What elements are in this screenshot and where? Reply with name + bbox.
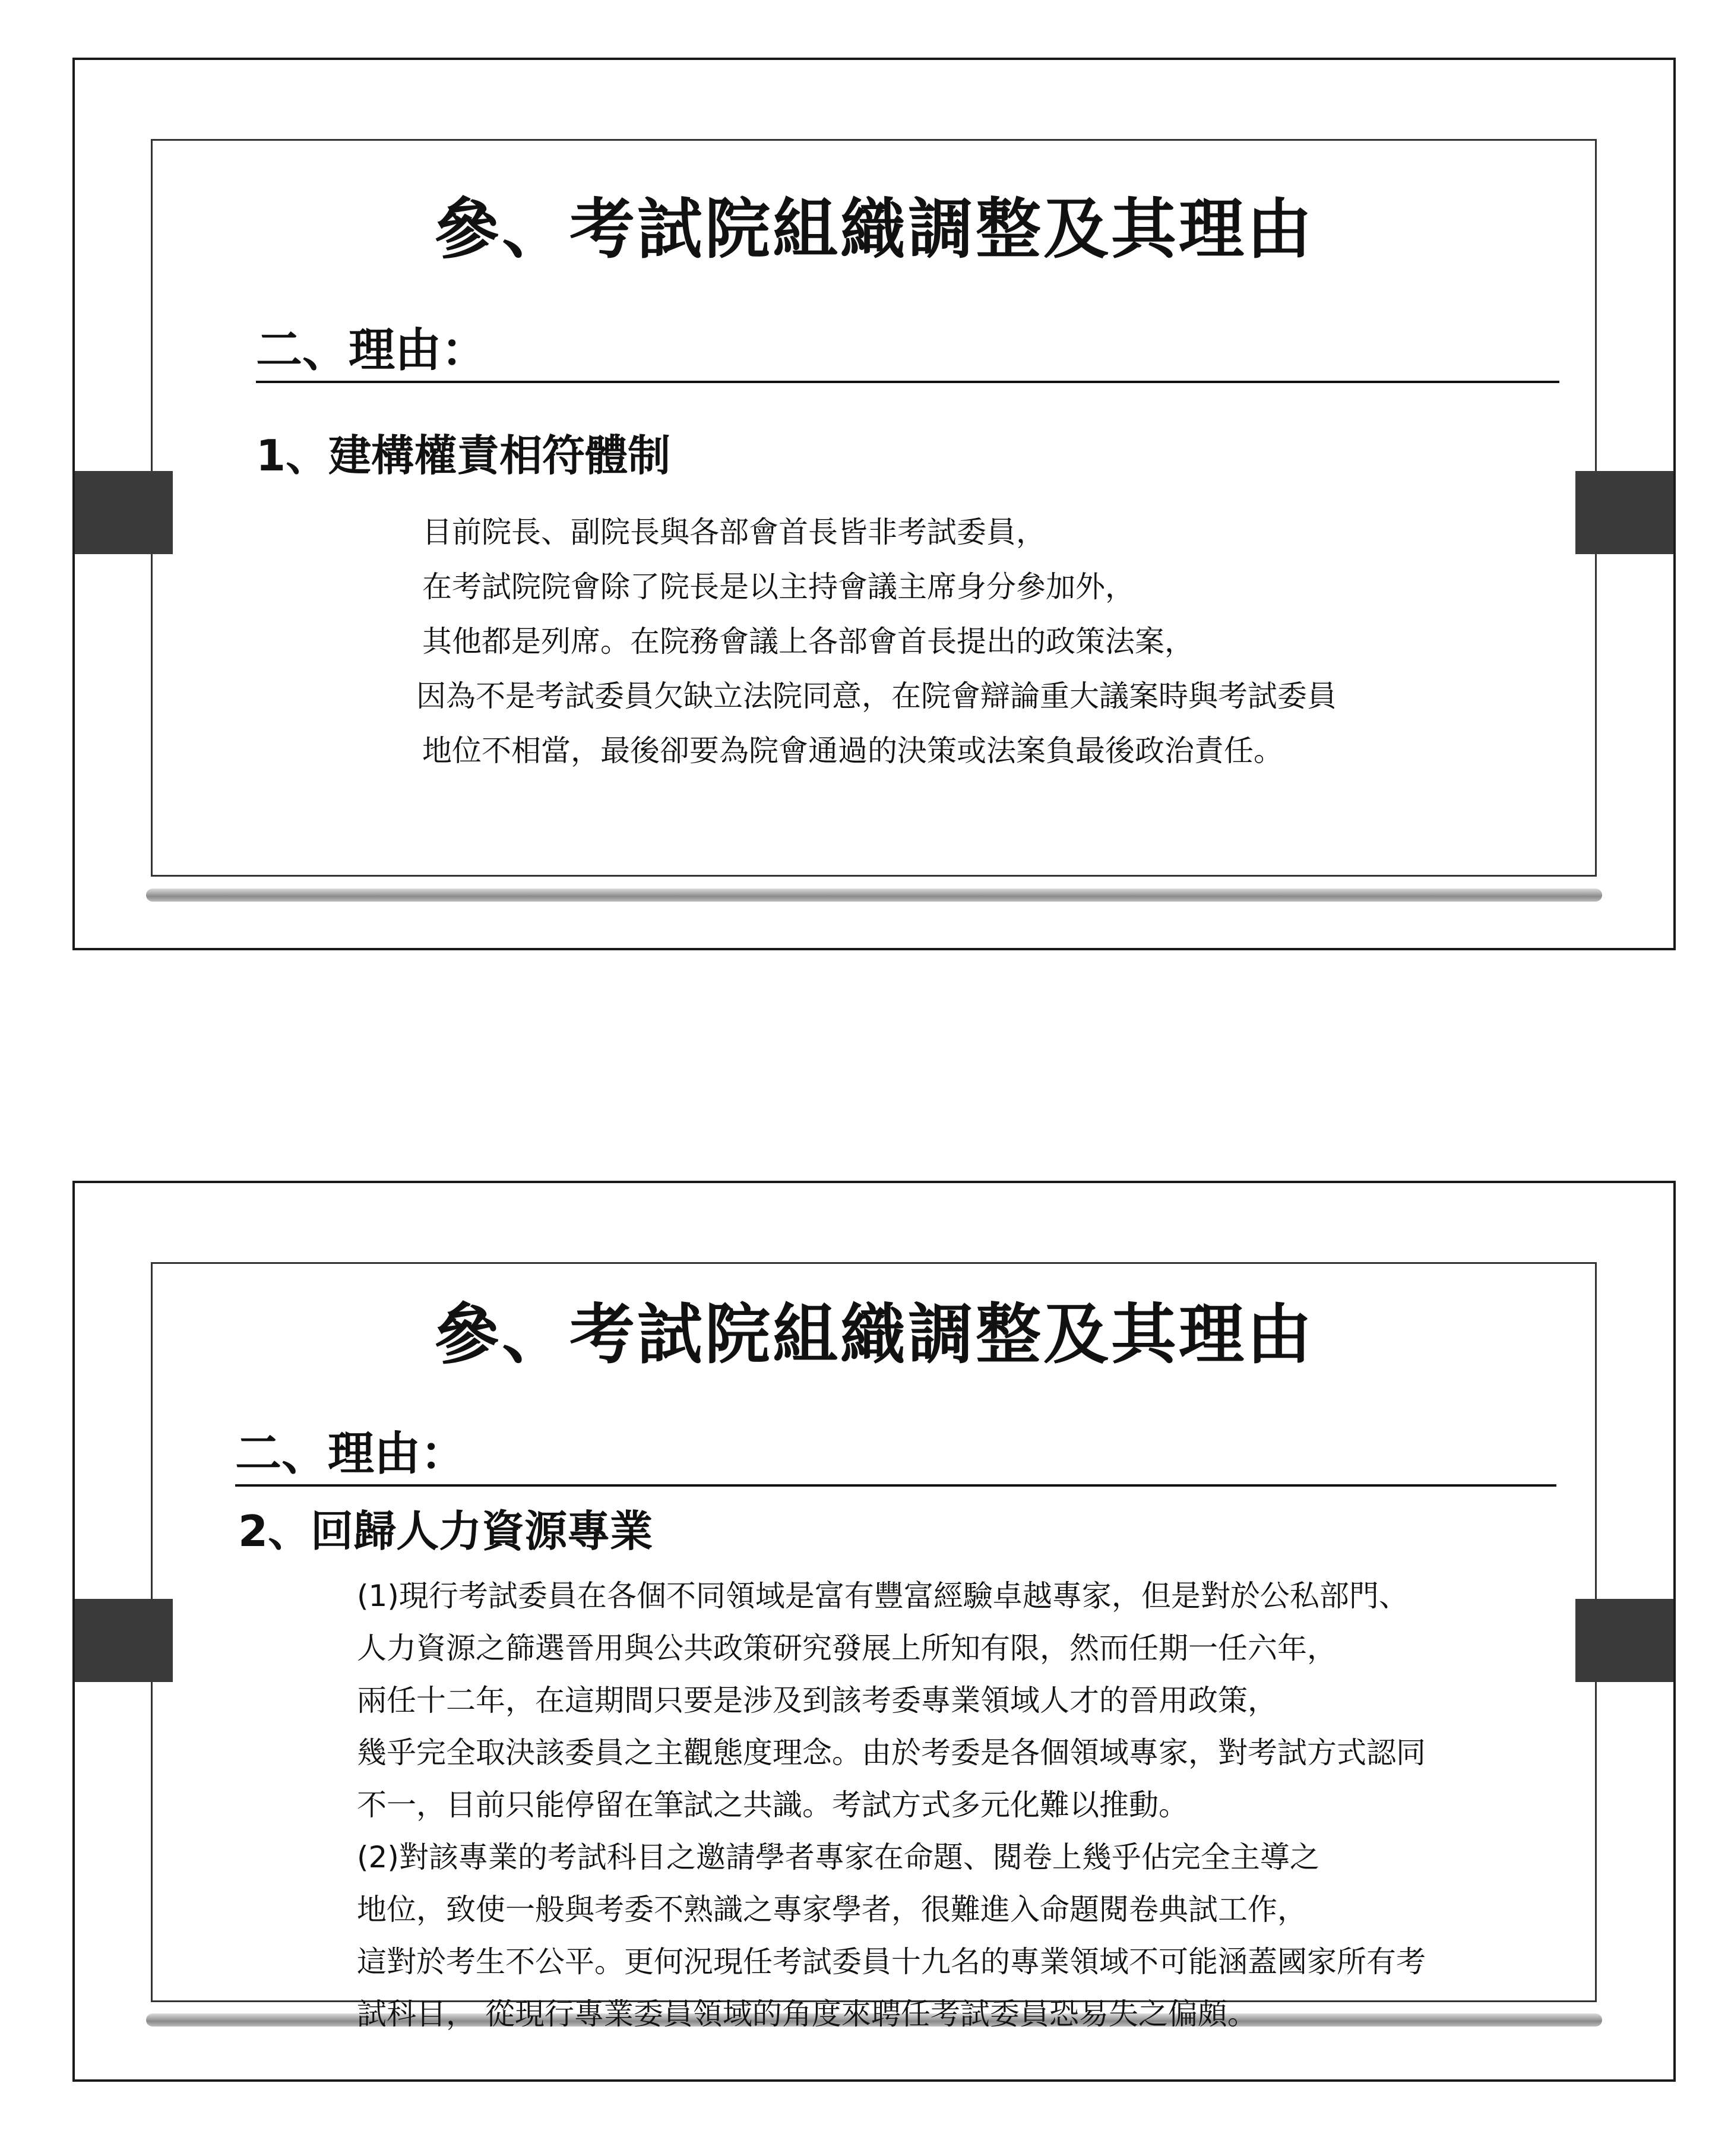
body-line: 在考試院院會除了院長是以主持會議主席身分參加外，: [422, 570, 1135, 604]
section-heading: 二、理由：: [256, 324, 488, 377]
left-tab-marker: [75, 1599, 173, 1682]
body-line: 兩任十二年，在這期間只要是涉及到該考委專業領域人才的晉用政策，: [357, 1683, 1277, 1718]
slide-title: 參、考試院組織調整及其理由: [434, 1297, 1314, 1373]
slide-bottom-bar: [146, 889, 1602, 902]
subsection-heading: 2、回歸人力資源專業: [238, 1506, 653, 1556]
body-line: 幾乎完全取決該委員之主觀態度理念。由於考委是各個領域專家，對考試方式認同: [357, 1735, 1426, 1770]
body-line: 不一，目前只能停留在筆試之共識。考試方式多元化難以推動。: [357, 1788, 1188, 1822]
slide-title: 參、考試院組織調整及其理由: [434, 191, 1314, 267]
subsection-heading: 1、建構權責相符體制: [256, 431, 671, 480]
body-line: 人力資源之篩選晉用與公共政策研究發展上所知有限，然而任期一任六年，: [357, 1631, 1337, 1665]
body-line: (1)現行考試委員在各個不同領域是富有豐富經驗卓越專家，但是對於公私部門、: [357, 1579, 1409, 1613]
body-line: 因為不是考試委員欠缺立法院同意，在院會辯論重大議案時與考試委員: [416, 679, 1337, 713]
body-line: 目前院長、副院長與各部會首長皆非考試委員，: [422, 515, 1046, 549]
right-tab-marker: [1575, 1599, 1673, 1682]
right-tab-marker: [1575, 471, 1673, 554]
body-line: (2)對該專業的考試科目之邀請學者專家在命題、閱卷上幾乎佔完全主導之: [357, 1840, 1319, 1874]
slide-2: [72, 1181, 1676, 2082]
body-line: 地位不相當，最後卻要為院會通過的決策或法案負最後政治責任。: [422, 734, 1283, 768]
left-tab-marker: [75, 471, 173, 554]
body-line: 試科目， 從現行專業委員領域的角度來聘任考試委員恐易失之偏頗。: [357, 1997, 1257, 2031]
body-line: 其他都是列席。在院務會議上各部會首長提出的政策法案，: [422, 624, 1194, 659]
section-heading-underline: [235, 1418, 1556, 1487]
section-heading-underline: [256, 315, 1559, 383]
body-line: 地位，致使一般與考委不熟識之專家學者，很難進入命題閱卷典試工作，: [357, 1892, 1307, 1927]
section-heading: 二、理由：: [235, 1427, 467, 1481]
body-line: 這對於考生不公平。更何況現任考試委員十九名的專業領域不可能涵蓋國家所有考: [357, 1945, 1426, 1979]
slide-1: [72, 58, 1676, 950]
